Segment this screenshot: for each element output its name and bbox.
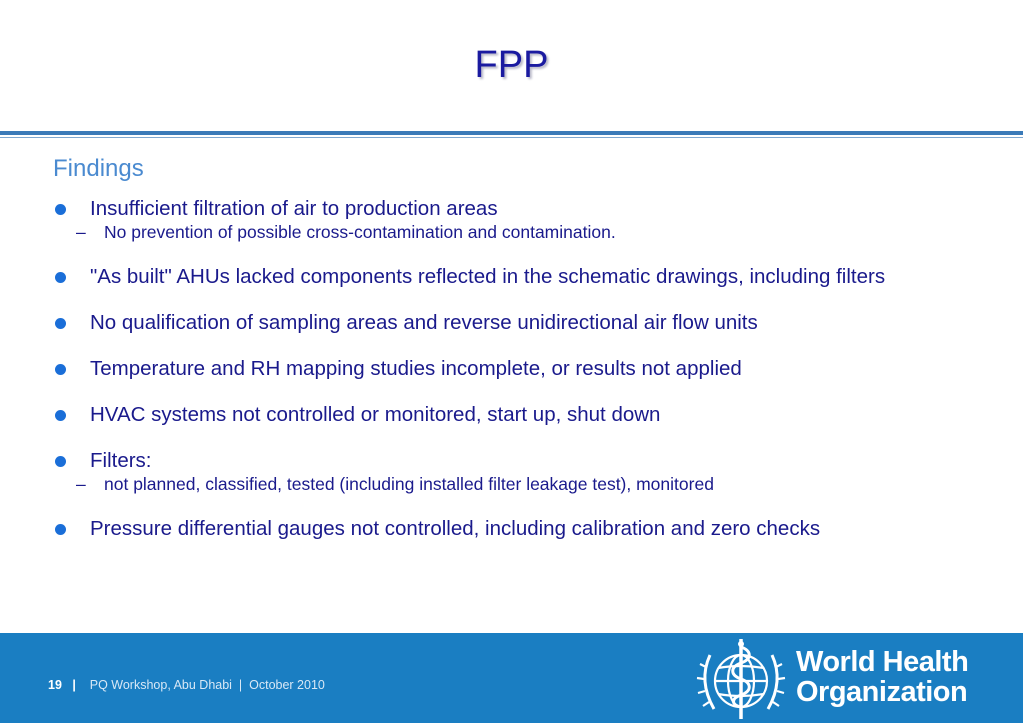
bullet-item: [53, 449, 993, 473]
section-heading: Findings: [53, 155, 144, 182]
sub-bullet-item: [16, 473, 993, 495]
dash-icon: –: [76, 222, 86, 242]
bullet-text: "As built" AHUs lacked components reflected in the schematic drawings, including filters: [90, 265, 886, 288]
bullet-dot-icon: [55, 410, 66, 421]
bullet-text: Insufficient filtration of air to production areas: [90, 197, 498, 220]
title-divider: [0, 131, 1023, 135]
footer-info: 19 | PQ Workshop, Abu Dhabi | October 2010: [48, 678, 325, 692]
bullet-text: Temperature and RH mapping studies incomplete, or results not applied: [90, 357, 742, 380]
logo-line-2: Organization: [796, 676, 968, 708]
bullet-item: [53, 403, 993, 427]
bullet-dot-icon: [55, 364, 66, 375]
logo-line-1: World Health: [796, 646, 969, 678]
who-logo: [694, 633, 972, 723]
who-emblem-icon: [694, 635, 789, 721]
bullet-text: Pressure differential gauges not controlled, including calibration and zero checks: [90, 517, 821, 540]
page-number: 19: [48, 678, 62, 692]
footer-separator: |: [72, 678, 76, 692]
slide-title: FPP: [474, 44, 549, 86]
slide-content: [53, 155, 993, 541]
bullet-item: [53, 517, 993, 541]
bullet-dot-icon: [55, 318, 66, 329]
footer-date: October 2010: [249, 678, 325, 692]
bullet-item: [53, 311, 993, 335]
bullet-item: [53, 357, 993, 381]
dash-icon: –: [76, 474, 86, 494]
sub-bullet-text: not planned, classified, tested (including installed filter leakage test), monitored: [104, 474, 714, 494]
bullet-text: HVAC systems not controlled or monitored, start up, shut down: [90, 403, 661, 426]
bullet-text: Filters:: [90, 449, 152, 472]
bullet-dot-icon: [55, 456, 66, 467]
who-logo-text: [796, 647, 968, 707]
bullet-dot-icon: [55, 272, 66, 283]
bullet-dot-icon: [55, 524, 66, 535]
bullet-item: [53, 197, 993, 221]
bullet-item: [53, 265, 993, 289]
footer-event: PQ Workshop, Abu Dhabi: [89, 678, 232, 692]
bullet-text: No qualification of sampling areas and reverse unidirectional air flow units: [90, 311, 758, 334]
title-divider-thin: [0, 137, 1023, 138]
sub-bullet-text: No prevention of possible cross-contamination and contamination.: [104, 222, 616, 242]
bullet-dot-icon: [55, 204, 66, 215]
sub-bullet-item: [16, 221, 993, 243]
